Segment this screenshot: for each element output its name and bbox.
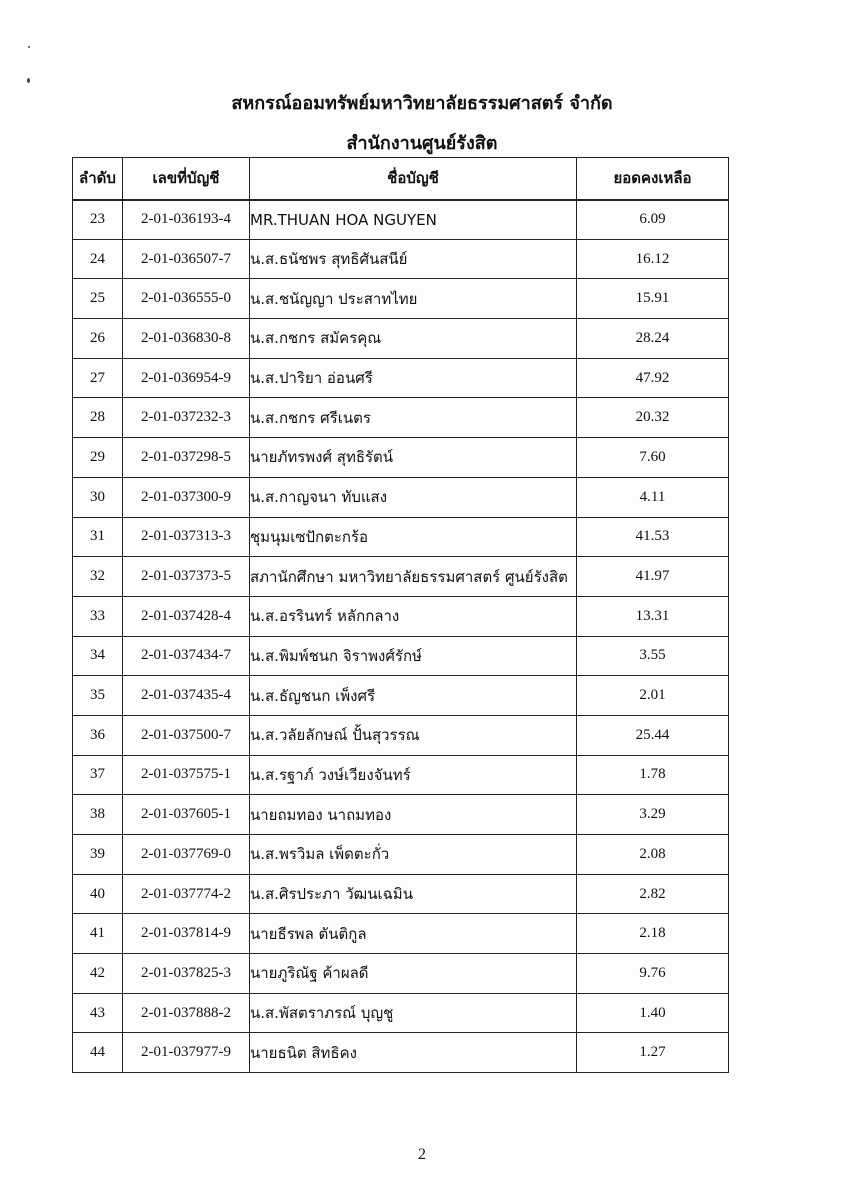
accounts-table [72, 157, 729, 1073]
row-number: 31 [73, 517, 123, 557]
account-number: 2-01-037769-0 [123, 835, 250, 875]
table-row [73, 557, 729, 597]
balance: 3.55 [577, 636, 729, 676]
account-name: น.ส.ชนัญญา ประสาทไทย [250, 279, 577, 319]
balance: 28.24 [577, 319, 729, 359]
account-name: น.ส.อรรินทร์ หลักกลาง [250, 596, 577, 636]
scan-speck [27, 78, 30, 83]
account-name: น.ส.ศิรประภา วัฒนเฉมิน [250, 874, 577, 914]
table-row [73, 517, 729, 557]
table-row [73, 279, 729, 319]
account-name: สภานักศึกษา มหาวิทยาลัยธรรมศาสตร์ ศูนย์รังสิต [250, 557, 577, 597]
balance: 15.91 [577, 279, 729, 319]
account-number: 2-01-037774-2 [123, 874, 250, 914]
row-number: 25 [73, 279, 123, 319]
balance: 2.08 [577, 835, 729, 875]
account-name: น.ส.วลัยลักษณ์ ปั้นสุวรรณ [250, 715, 577, 755]
account-number: 2-01-037435-4 [123, 676, 250, 716]
account-name: น.ส.กชกร สมัครคุณ [250, 319, 577, 359]
table-row [73, 676, 729, 716]
row-number: 39 [73, 835, 123, 875]
row-number: 32 [73, 557, 123, 597]
account-number: 2-01-036193-4 [123, 200, 250, 240]
account-name: น.ส.กชกร ศรีเนตร [250, 398, 577, 438]
balance: 16.12 [577, 239, 729, 279]
row-number: 23 [73, 200, 123, 240]
page-number: 2 [418, 1146, 426, 1163]
account-number: 2-01-037977-9 [123, 1033, 250, 1073]
account-number: 2-01-036507-7 [123, 239, 250, 279]
row-number: 42 [73, 954, 123, 994]
row-number: 30 [73, 477, 123, 517]
balance: 9.76 [577, 954, 729, 994]
table-row [73, 596, 729, 636]
balance: 1.40 [577, 993, 729, 1033]
account-name: น.ส.พัสตราภรณ์ บุญชู [250, 993, 577, 1033]
account-number: 2-01-037428-4 [123, 596, 250, 636]
account-number: 2-01-037605-1 [123, 795, 250, 835]
balance: 4.11 [577, 477, 729, 517]
column-header-account-name: ชื่อบัญชี [250, 158, 577, 200]
balance: 41.53 [577, 517, 729, 557]
account-number: 2-01-036830-8 [123, 319, 250, 359]
row-number: 43 [73, 993, 123, 1033]
table-row [73, 477, 729, 517]
row-number: 26 [73, 319, 123, 359]
balance: 13.31 [577, 596, 729, 636]
balance: 3.29 [577, 795, 729, 835]
table-row [73, 715, 729, 755]
row-number: 41 [73, 914, 123, 954]
account-number: 2-01-037300-9 [123, 477, 250, 517]
account-number: 2-01-037825-3 [123, 954, 250, 994]
row-number: 36 [73, 715, 123, 755]
account-name: MR.THUAN HOA NGUYEN [250, 200, 577, 240]
row-number: 44 [73, 1033, 123, 1073]
account-name: น.ส.ปาริยา อ่อนศรี [250, 358, 577, 398]
table-row [73, 438, 729, 478]
table-row [73, 835, 729, 875]
account-name: นายธีรพล ตันติกูล [250, 914, 577, 954]
balance: 2.18 [577, 914, 729, 954]
balance: 41.97 [577, 557, 729, 597]
row-number: 34 [73, 636, 123, 676]
column-header-no: ลำดับ [73, 158, 123, 200]
row-number: 28 [73, 398, 123, 438]
row-number: 38 [73, 795, 123, 835]
balance: 1.27 [577, 1033, 729, 1073]
table-row [73, 398, 729, 438]
account-name: น.ส.รฐาภ์ วงษ์เวียงจันทร์ [250, 755, 577, 795]
account-number: 2-01-037814-9 [123, 914, 250, 954]
account-name: น.ส.พิมพ์ชนก จิราพงศ์รักษ์ [250, 636, 577, 676]
balance: 20.32 [577, 398, 729, 438]
row-number: 27 [73, 358, 123, 398]
table-row [73, 319, 729, 359]
scan-speck [28, 46, 30, 48]
account-number: 2-01-037232-3 [123, 398, 250, 438]
table-row [73, 914, 729, 954]
table-row [73, 239, 729, 279]
balance: 2.01 [577, 676, 729, 716]
column-header-balance: ยอดคงเหลือ [577, 158, 729, 200]
balance: 47.92 [577, 358, 729, 398]
row-number: 35 [73, 676, 123, 716]
table-row [73, 954, 729, 994]
account-number: 2-01-037313-3 [123, 517, 250, 557]
account-number: 2-01-037434-7 [123, 636, 250, 676]
account-name: นายภัทรพงศ์ สุทธิรัตน์ [250, 438, 577, 478]
balance: 7.60 [577, 438, 729, 478]
org-title: สหกรณ์ออมทรัพย์มหาวิทยาลัยธรรมศาสตร์ จำกัด [231, 93, 613, 114]
account-number: 2-01-037888-2 [123, 993, 250, 1033]
balance: 2.82 [577, 874, 729, 914]
table-row [73, 200, 729, 240]
table-row [73, 993, 729, 1033]
row-number: 37 [73, 755, 123, 795]
row-number: 33 [73, 596, 123, 636]
row-number: 29 [73, 438, 123, 478]
account-name: นายภูริณัฐ ค้าผลดี [250, 954, 577, 994]
account-name: น.ส.ธนัชพร สุทธิศันสนีย์ [250, 239, 577, 279]
table-row [73, 636, 729, 676]
account-number: 2-01-037373-5 [123, 557, 250, 597]
table-row [73, 755, 729, 795]
table-header-row [73, 158, 729, 200]
table-row [73, 358, 729, 398]
account-name: ชุมนุมเซปักตะกร้อ [250, 517, 577, 557]
branch-title: สำนักงานศูนย์รังสิต [346, 133, 498, 154]
balance: 1.78 [577, 755, 729, 795]
table-row [73, 795, 729, 835]
account-number: 2-01-037500-7 [123, 715, 250, 755]
table-row [73, 1033, 729, 1073]
table-body [73, 200, 729, 1073]
account-name: น.ส.กาญจนา ทับแสง [250, 477, 577, 517]
account-name: นายธนิต สิทธิคง [250, 1033, 577, 1073]
column-header-account-no: เลขที่บัญชี [123, 158, 250, 200]
account-number: 2-01-037298-5 [123, 438, 250, 478]
row-number: 24 [73, 239, 123, 279]
account-number: 2-01-036555-0 [123, 279, 250, 319]
table-row [73, 874, 729, 914]
account-name: น.ส.ธัญชนก เพ็งศรี [250, 676, 577, 716]
balance: 25.44 [577, 715, 729, 755]
balance: 6.09 [577, 200, 729, 240]
row-number: 40 [73, 874, 123, 914]
account-name: น.ส.พรวิมล เพ็ดตะกั่ว [250, 835, 577, 875]
account-number: 2-01-036954-9 [123, 358, 250, 398]
account-name: นายถมทอง นาถมทอง [250, 795, 577, 835]
account-number: 2-01-037575-1 [123, 755, 250, 795]
